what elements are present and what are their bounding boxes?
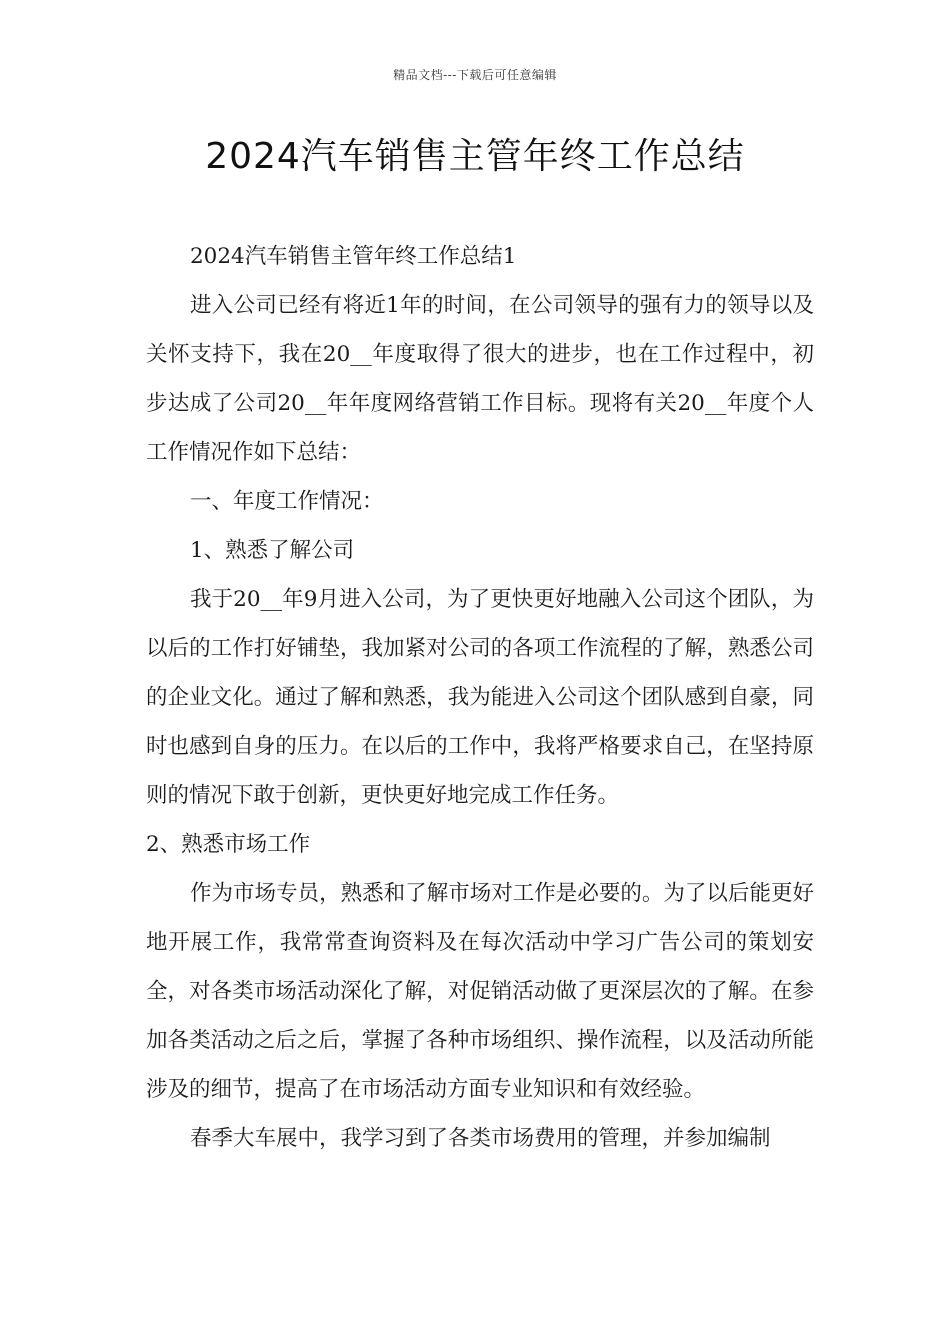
paragraph-company: 我于20__年9月进入公司，为了更快更好地融入公司这个团队，为以后的工作打好铺垫，我加紧对公司的各项工作流程的了解，熟悉公司的企业文化。通过了解和熟悉，我为能进入公司这个团队感到自豪，同时也感到自身的压力。在以后的工作中，我将严格要求自己，在坚持原则的情况下敢于创新，更快更好地完成工作任务。: [146, 587, 814, 808]
document-body: [146, 232, 814, 1163]
section-heading: 一、年度工作情况：: [190, 489, 384, 514]
header-note: 精品文档---下载后可任意编辑: [393, 68, 557, 82]
subsection-heading: 1、熟悉了解公司: [190, 538, 355, 563]
paragraph-spring-show: 春季大车展中，我学习到了各类市场费用的管理，并参加编制: [190, 1126, 771, 1151]
document-title: 2024汽车销售主管年终工作总结: [205, 136, 745, 177]
paragraph-market: 作为市场专员，熟悉和了解市场对工作是必要的。为了以后能更好地开展工作，我常常查询资料及在每次活动中学习广告公司的策划安全，对各类市场活动深化了解，对促销活动做了更深层次的了解。在参加各类活动之后之后，掌握了各种市场组织、操作流程，以及活动所能涉及的细节，提高了在市场活动方面专业知识和有效经验。: [146, 881, 814, 1102]
section-heading: 2024汽车销售主管年终工作总结1: [190, 244, 517, 269]
paragraph-intro: 进入公司已经有将近1年的时间，在公司领导的强有力的领导以及关怀支持下，我在20__年度取得了很大的进步，也在工作过程中，初步达成了公司20__年年度网络营销工作目标。现将有关20__年度个人工作情况作如下总结：: [146, 293, 814, 465]
subsection-heading: 2、熟悉市场工作: [146, 832, 311, 857]
